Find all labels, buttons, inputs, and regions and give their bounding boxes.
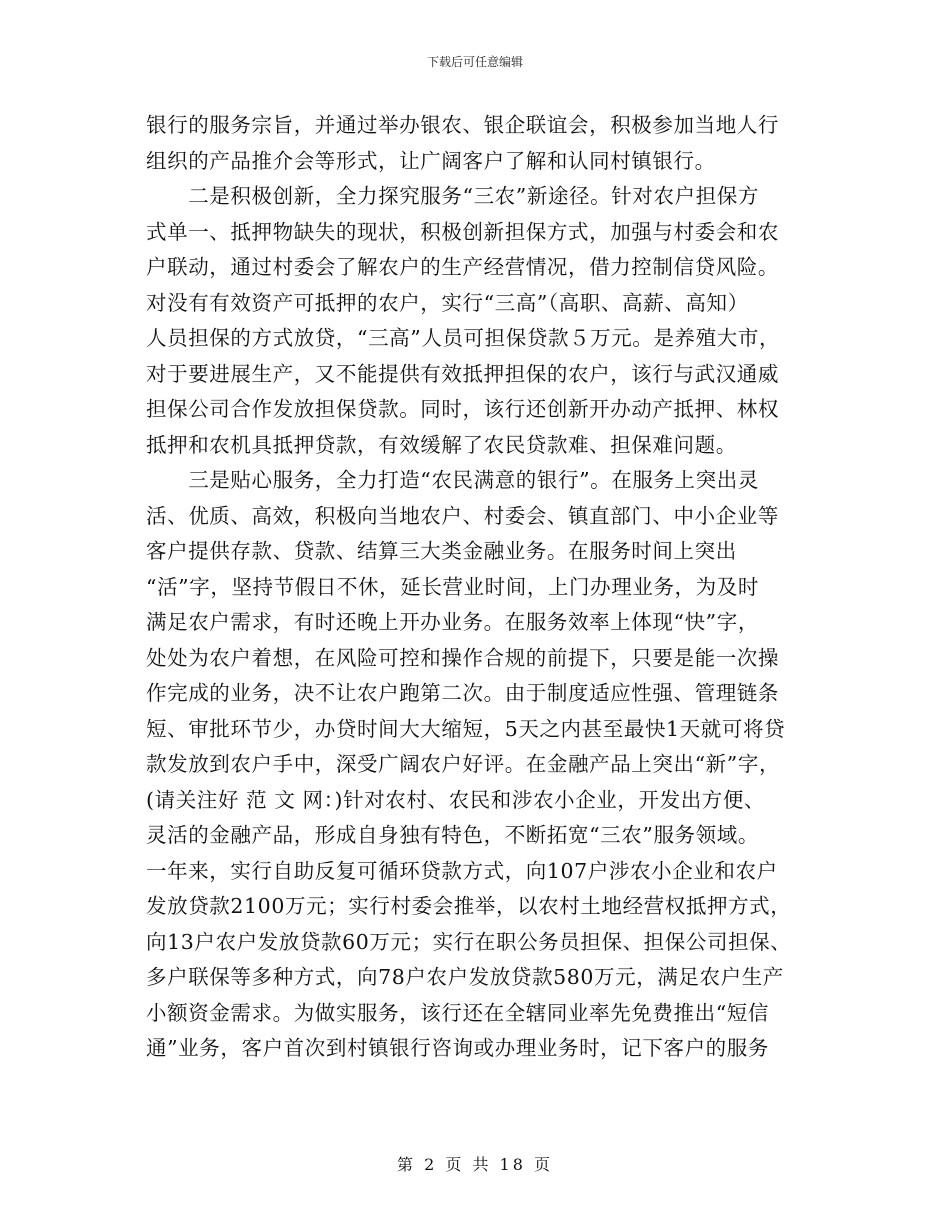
text-line: 满足农户需求，有时还晚上开办业务。在服务效率上体现“快”字， <box>146 610 759 634</box>
page-number: 第 2 页 共 18 页 <box>397 1155 553 1174</box>
text-line: 活、优质、高效，积极向当地农户、村委会、镇直部门、中小企业等 <box>146 503 779 528</box>
text-line: 客户提供存款、贷款、结算三大类金融业务。在服务时间上突出 <box>146 539 737 563</box>
text-line: 处处为农户着想，在风险可控和操作合规的前提下，只要是能一次操 <box>146 645 779 670</box>
page-header: 下载后可任意编辑 <box>426 55 523 69</box>
text-line: 银行的服务宗旨，并通过举办银农、银企联谊会，积极参加当地人行 <box>146 113 779 137</box>
text-line: 担保公司合作发放担保贷款。同时，该行还创新开办动产抵押、林权 <box>146 397 779 421</box>
text-line: 式单一、抵押物缺失的现状，积极创新担保方式，加强与村委会和农 <box>146 219 779 244</box>
text-line: “活”字，坚持节假日不休，延长营业时间，上门办理业务，为及时 <box>146 574 759 599</box>
text-line: 短、审批环节少，办贷时间大大缩短，5天之内甚至最快1天就可将贷 <box>146 716 786 741</box>
document-body <box>146 108 806 1067</box>
text-line: 向13户农户发放贷款60万元；实行在职公务员担保、担保公司担保、 <box>146 929 792 954</box>
text-line: 户联动，通过村委会了解农户的生产经营情况，借力控制信贷风险。 <box>146 255 779 279</box>
text-line: 通”业务，客户首次到村镇银行咨询或办理业务时，记下客户的服务 <box>146 1036 769 1060</box>
text-line: 人员担保的方式放贷，“三高”人员可担保贷款５万元。是养殖大市， <box>146 326 781 350</box>
text-line: 灵活的金融产品，形成自身独有特色，不断拓宽“三农”服务领域。 <box>146 823 759 847</box>
text-line: 作完成的业务，决不让农户跑第二次。由于制度适应性强、管理链条 <box>146 681 779 705</box>
text-line: (请关注好 范 文 网：)针对农村、农民和涉农小企业，开发出方便、 <box>146 787 766 812</box>
text-line: 一年来，实行自助反复可循环贷款方式，向107户涉农小企业和农户 <box>146 858 778 883</box>
text-line: 小额资金需求。为做实服务，该行还在全辖同业率先免费推出“短信 <box>146 1000 769 1025</box>
text-line: 三是贴心服务，全力打造“农民满意的银行”。在服务上突出灵 <box>146 468 759 492</box>
text-line: 组织的产品推介会等形式，让广阔客户了解和认同村镇银行。 <box>146 148 716 173</box>
text-line: 多户联保等多种方式，向78户农户发放贷款580万元，满足农户生产 <box>146 965 784 989</box>
text-line: 二是积极创新，全力探究服务“三农”新途径。针对农户担保方 <box>146 184 759 208</box>
text-line: 款发放到农户手中，深受广阔农户好评。在金融产品上突出“新”字， <box>146 752 781 776</box>
text-line: 抵押和农机具抵押贷款，有效缓解了农民贷款难、担保难问题。 <box>146 432 737 457</box>
text-line: 对没有有效资产可抵押的农户，实行“三高”（高职、高薪、高知） <box>146 290 749 315</box>
text-line: 对于要进展生产，又不能提供有效抵押担保的农户，该行与武汉通威 <box>146 361 779 386</box>
text-line: 发放贷款2100万元；实行村委会推举，以农村土地经营权抵押方式， <box>146 894 792 918</box>
